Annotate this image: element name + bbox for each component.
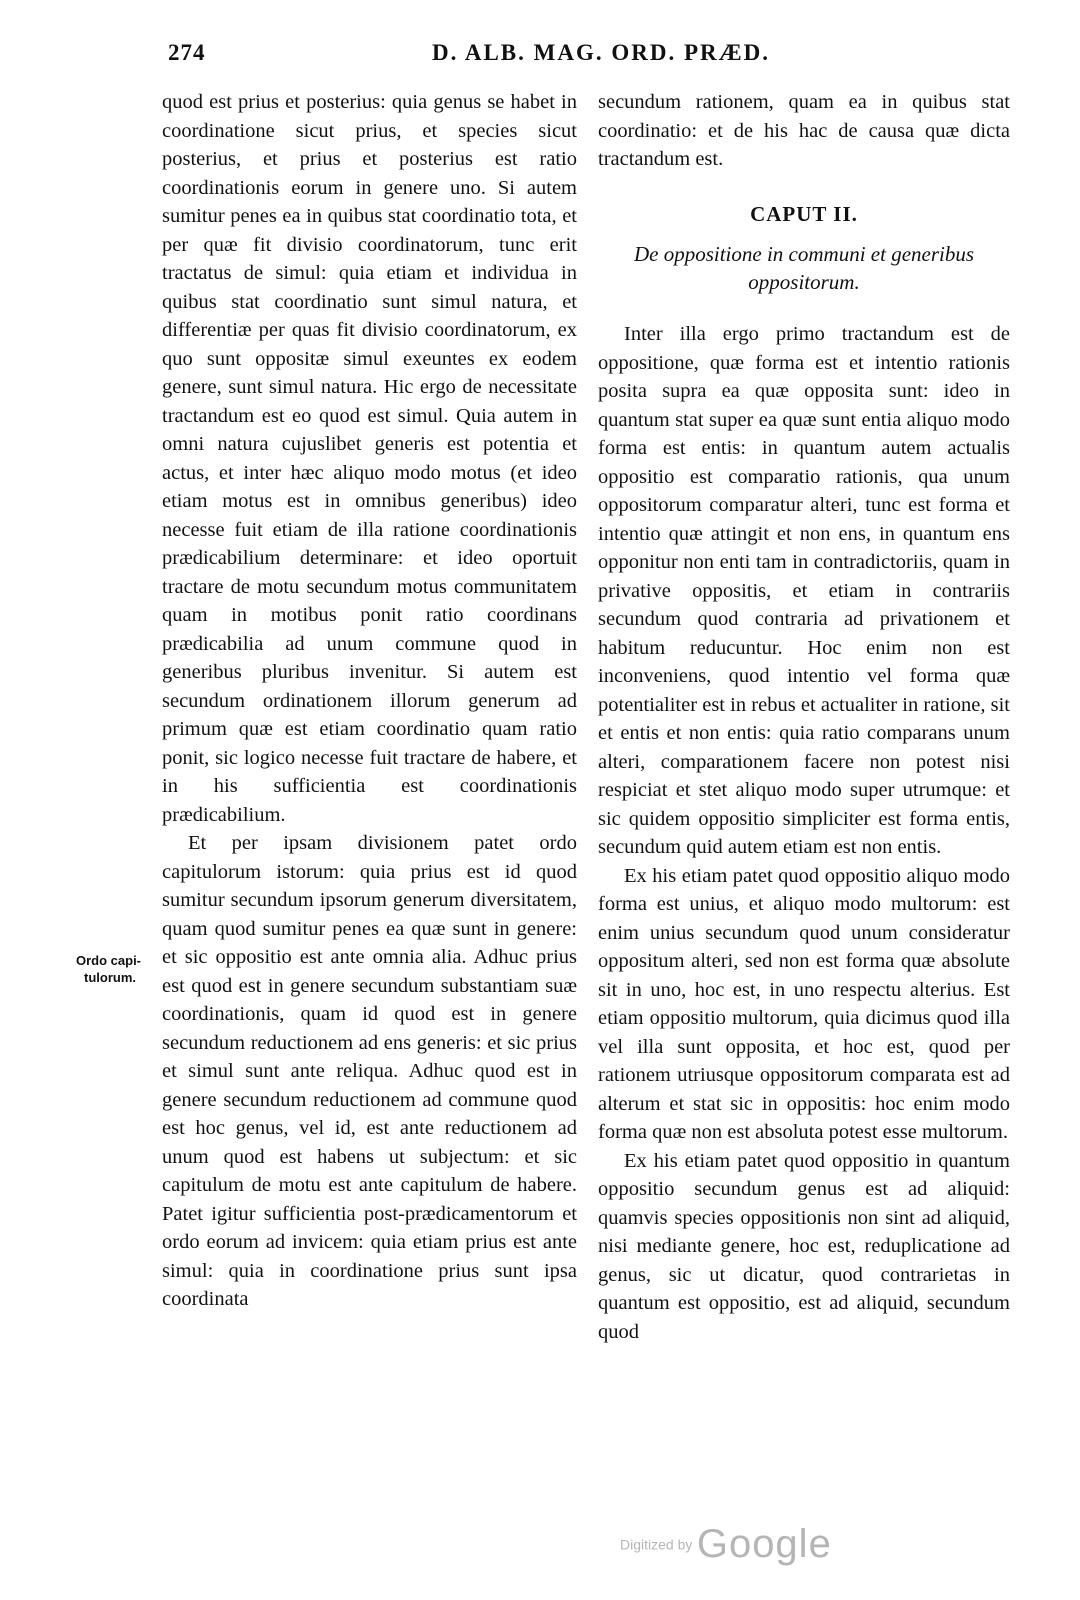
right-column	[598, 88, 1010, 1346]
running-head: D. ALB. MAG. ORD. PRÆD.	[432, 40, 770, 65]
margin-note-line-2: tulorum.	[84, 970, 136, 985]
paragraph: Ex his etiam patet quod oppositio in quantum oppositio secundum genus est ad aliquid: quamvis species oppositionis non sint ad aliquid, nisi mediante genere, hoc est, reduplicatione ad genus, sic ut dicatur, quod contrarietas in quantum est oppositio, est ad aliquid, secundum quod	[598, 1149, 1010, 1343]
chapter-heading: CAPUT II.	[750, 201, 858, 226]
digitized-watermark	[620, 1522, 832, 1567]
watermark-prefix: Digitized by	[620, 1536, 693, 1553]
left-column	[162, 88, 577, 1314]
paragraph: Ex his etiam patet quod oppositio aliquo modo forma est unius, et aliquo modo multorum: est enim unius secundum quod unum consideratur oppositum alteri, sed non est forma quæ absolute sit in uno, hoc est, in uno respectu alterius. Est etiam oppositio multorum, quia dicimus quod illa vel illa sunt opposita, et hoc est, quod per rationem utriusque oppositorum comparata est ad alterum et stat sic in oppositis: hoc enim modo forma quæ non est absoluta potest esse multorum.	[598, 864, 1010, 1143]
margin-note	[76, 952, 156, 986]
paragraph: quod est prius et posterius: quia genus se habet in coordinatione sicut prius, et species sicut posterius, et prius et posterius est ratio coordinationis eorum in genere uno. Si autem sumitur penes ea in quibus stat coordinatio tota, et per quæ fit divisio coordinatorum, tunc erit tractatus de simul: quia etiam et individua in quibus stat coordinatio sunt simul natura, et differentiæ per quas fit divisio coordinatorum, ex quo sunt oppositæ simul exeuntes ex eodem genere, sunt simul natura. Hic ergo de necessitate tractandum est eo quod est simul. Quia autem in omni natura cujuslibet generis est potentia et actus, et inter hæc aliquo modo motus (et ideo etiam motus est in omnibus generibus) ideo necesse fuit etiam de illa ratione coordinationis prædicabilium determinare: et ideo oportuit tractare de motu secundum motus communitatem quam in motibus ponit ratio coordinans prædicabilia ad unum commune quod in generibus pluribus invenitur. Si autem est secundum ordinationem illorum generum ad primum quæ est etiam coordinatio quam ratio ponit, sic logico necesse fuit tractare de habere, et in his sufficientia est coordinationis prædicabilium.	[162, 91, 577, 826]
margin-note-line-1: Ordo capi-	[76, 953, 142, 968]
page-number: 274	[168, 40, 206, 65]
google-logo: Google	[696, 1522, 832, 1566]
chapter-subtitle: De oppositione in communi et generibus oppositorum.	[633, 242, 975, 294]
paragraph: Et per ipsam divisionem patet ordo capitulorum istorum: quia prius est id quod sumitur secundum ipsorum generum diversitatem, quam quod sumitur penes ea quæ sunt in genere: et sic oppositio est ante omnia alia. Adhuc prius est quod est in genere secundum substantiam suæ coordinationis, quam id quod est in genere secundum reductionem ad ens generis: et sic prius et simul sunt ante reliqua. Adhuc quod est in genere secundum reductionem ad commune quod est hoc genus, vel id, est ante reductionem ad unum quod est habens ut subjectum: et sic capitulum de motu est ante capitulum de habere. Patet igitur sufficientia post-prædicamentorum et ordo eorum ad invicem: quia etiam prius est ante simul: quia in coordinatione prius sunt ipsa coordinata	[162, 832, 577, 1310]
paragraph: Inter illa ergo primo tractandum est de oppositione, quæ forma est et intentio rationis posita supra ea quæ opposita sunt: ideo in quantum stat super ea quæ sunt entia aliquo modo forma est entis: in quantum autem actualis oppositio est comparatio rationis, qua unum oppositorum comparatur alteri, tunc est forma et intentio quæ attingit et non ens, in quantum ens opponitur non enti tam in contradictoriis, quam in privative oppositis, et etiam in contrariis secundum quod contraria ad privationem et habitum reducuntur. Hoc enim non est inconveniens, quod intentio vel forma quæ potentialiter est in rebus et actualiter in ratione, sit et entis et non entis: quia ratio comparans unum alteri, comparationem facere non potest nisi respiciat et stet aliquo modo super utrumque: et sic quidem oppositio simpliciter est forma entis, secundum quid autem etiam est non entis.	[598, 323, 1010, 858]
paragraph: secundum rationem, quam ea in quibus stat coordinatio: et de his hac de causa quæ dicta tractandum est.	[598, 91, 1010, 170]
